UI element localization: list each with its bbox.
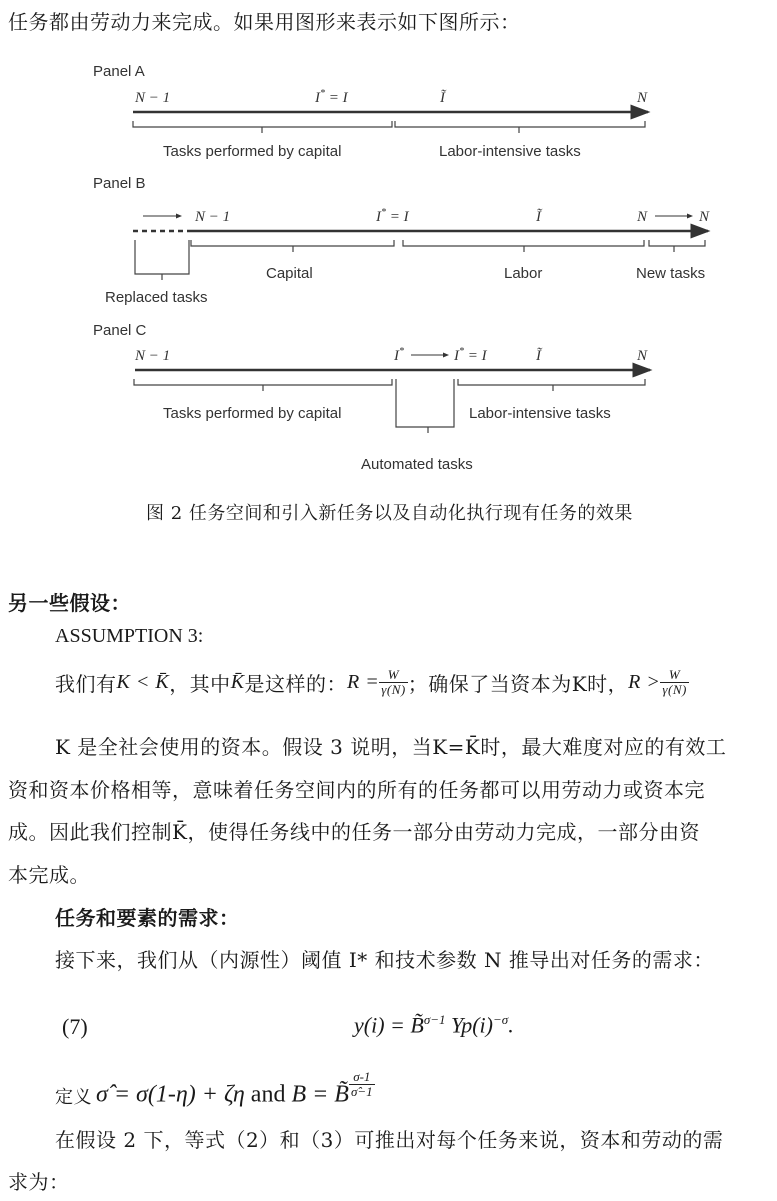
panel-a-label-n-minus-1: N − 1 — [135, 90, 171, 106]
svg-text:N − 1: N − 1 — [195, 209, 231, 225]
equation-7: y(i) = B̃$^{\sigma-1}$ $Yp(i)^{-\sigma}$. — [354, 1012, 514, 1038]
svg-text:Automated tasks: Automated tasks — [361, 456, 473, 473]
panel-a-label-istar: I* = I — [315, 88, 348, 106]
panel-a — [133, 88, 648, 160]
fraction-w-over-gamma-2: $\frac{W}{\gamma(N)}$ — [662, 667, 687, 698]
text-fragment: ，其中 — [169, 672, 231, 697]
svg-text:Replaced tasks: Replaced tasks — [105, 289, 208, 306]
svg-text:I* = I: I* = I — [454, 346, 487, 364]
svg-text:Labor: Labor — [504, 265, 543, 282]
svg-text:N: N — [637, 209, 648, 225]
svg-text:Labor-intensive tasks: Labor-intensive tasks — [469, 405, 611, 422]
panel-c-title: Panel C — [93, 322, 147, 339]
paragraph-line: 成。因此我们控制K̄，使得任务线中的任务一部分由劳动力完成，一部分由资 — [8, 820, 700, 844]
panel-a-bracket-labor: Labor-intensive tasks — [439, 143, 581, 160]
paragraph-line: 在假设 2 下，等式（2）和（3）可推出对每个任务来说，资本和劳动的需 — [55, 1128, 724, 1152]
paragraph-line: 资和资本价格相等，意味着任务空间内的所有的任务都可以用劳动力或资本完 — [8, 778, 705, 802]
panel-a-label-itilde: Ĩ — [440, 90, 445, 106]
definition-math: σ̂ = σ(1-η) + ζη and B = B̃ $^{\frac{\sigma-1}{\sigmâ-1}}$ — [96, 1069, 373, 1108]
panel-a-title: Panel A — [93, 63, 145, 80]
paragraph-line: K 是全社会使用的资本。假设 3 说明，当K=K̄时，最大难度对应的有效工 — [55, 735, 727, 759]
svg-text:Ĩ: Ĩ — [536, 209, 541, 225]
section-heading-demand: 任务和要素的需求： — [55, 906, 240, 930]
text-fragment: 我们有 — [55, 672, 117, 697]
svg-text:Capital: Capital — [266, 265, 313, 282]
define-prefix: 定义 — [55, 1086, 92, 1108]
math-r-gt: R > — [628, 671, 661, 694]
assumption-line — [55, 668, 689, 698]
paragraph-line: 求为： — [8, 1170, 70, 1194]
svg-text:N − 1: N − 1 — [135, 348, 171, 364]
paragraph-line: 本完成。 — [8, 863, 90, 887]
svg-text:New tasks: New tasks — [636, 265, 706, 282]
figure-caption: 图 2 任务空间和引入新任务以及自动化执行现有任务的效果 — [146, 503, 633, 524]
fraction-w-over-gamma: $\frac{W}{\gamma(N)}$ — [381, 667, 406, 698]
svg-text:N: N — [699, 209, 710, 225]
panel-b — [105, 207, 710, 306]
definition-line — [55, 1070, 375, 1109]
svg-text:N: N — [637, 348, 648, 364]
math-r-eq: R = — [347, 671, 380, 694]
svg-text:Ĩ: Ĩ — [536, 348, 541, 364]
equation-number: (7) — [62, 1014, 88, 1039]
panel-c — [134, 346, 650, 473]
demand-intro: 接下来，我们从（内源性）阈值 I* 和技术参数 N 推导出对任务的需求： — [55, 948, 714, 972]
task-space-figure — [0, 55, 777, 485]
assumption-title: ASSUMPTION 3: — [55, 625, 204, 647]
panel-a-label-n: N — [637, 90, 648, 106]
text-fragment: 是这样的： — [244, 672, 348, 697]
figure-diagram — [0, 55, 777, 485]
svg-text:I*: I* — [394, 346, 404, 364]
panel-a-bracket-capital: Tasks performed by capital — [163, 143, 342, 160]
text-fragment: ；确保了当资本为K时， — [407, 672, 629, 697]
math-k-lt-kbar: K < K̄ — [116, 671, 170, 694]
svg-text:I* = I: I* = I — [376, 207, 409, 225]
panel-b-title: Panel B — [93, 175, 146, 192]
svg-text:Tasks performed by capital: Tasks performed by capital — [163, 405, 342, 422]
intro-text: 任务都由劳动力来完成。如果用图形来表示如下图所示： — [8, 10, 521, 34]
section-heading-assumptions: 另一些假设： — [8, 591, 131, 615]
math-kbar: K̄ — [230, 671, 245, 694]
